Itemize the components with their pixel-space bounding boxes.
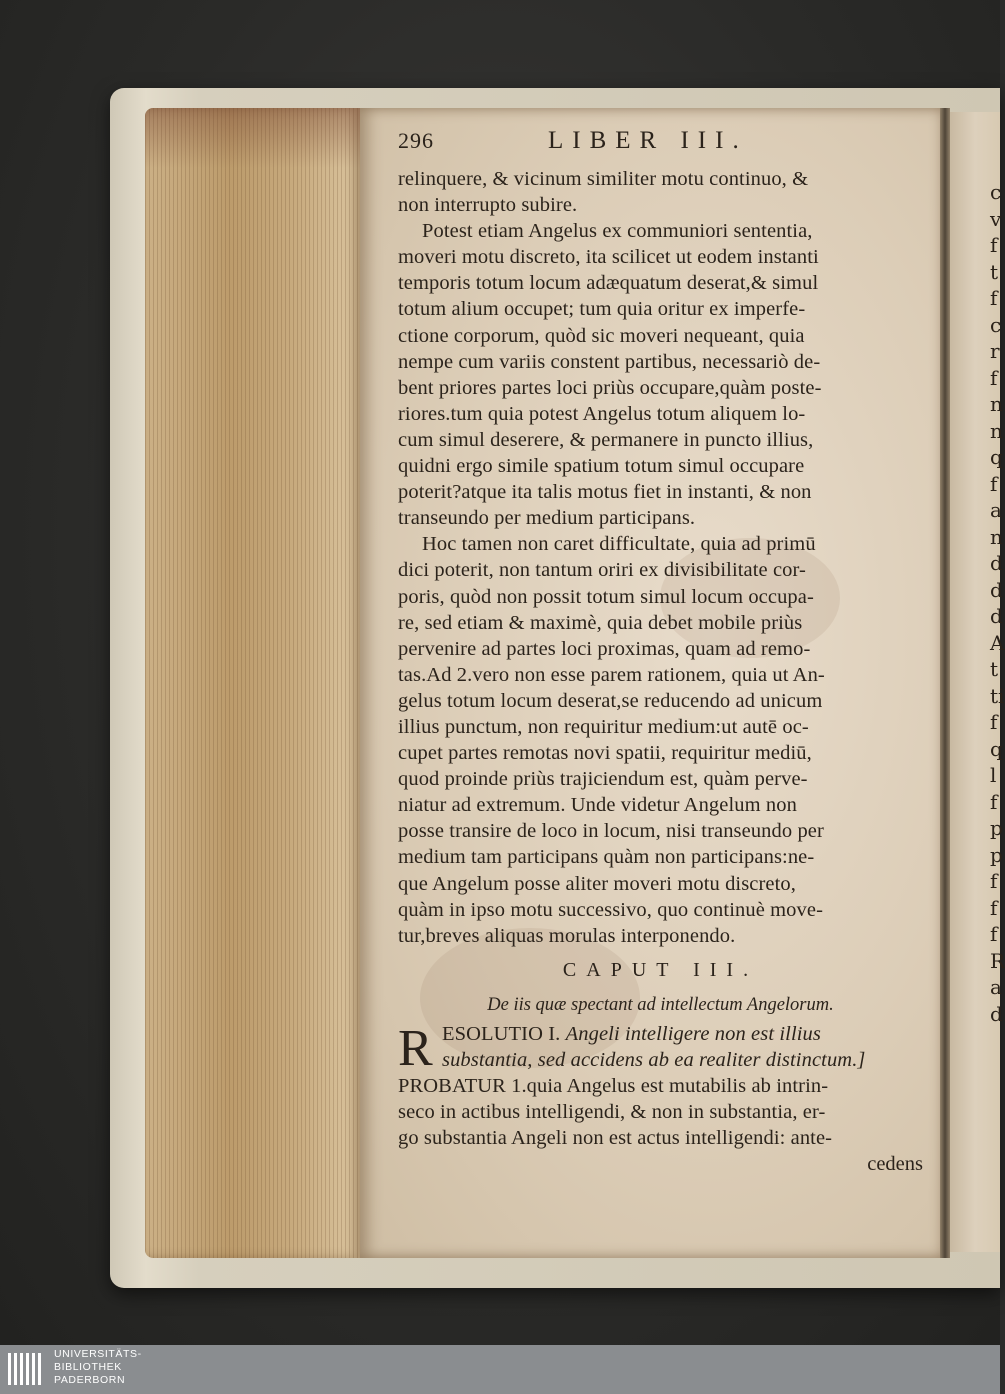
library-name-line-2: BIBLIOTHEK	[54, 1361, 122, 1373]
text-line: quod proinde priùs trajiciendum est, quàm perve-	[398, 768, 808, 791]
text-line: re, sed etiam & maximè, quia debet mobile priùs	[398, 611, 803, 634]
facing-page-letter: f	[990, 922, 998, 946]
text-line: bent priores partes loci priùs occupare,quàm poste-	[398, 376, 822, 399]
catchword: cedens	[867, 1153, 923, 1176]
text-line: cum simul deserere, & permanere in puncto illius,	[398, 428, 814, 451]
paragraph-motu-discreto	[398, 218, 923, 531]
text-line: posse transire de loco in locum, nisi transeundo per	[398, 820, 824, 843]
text-line: poterit?atque ita talis motus fiet in instanti, & non	[398, 481, 812, 504]
facing-page-letter: d	[990, 551, 1003, 575]
drop-cap: R	[398, 1019, 433, 1077]
text-line: cupet partes remotas novi spatii, requiritur mediū,	[398, 742, 812, 765]
text-line: moveri motu discreto, ita scilicet ut eodem instanti	[398, 246, 819, 269]
facing-page-letter: d	[990, 604, 1003, 628]
facing-page-letter: f	[990, 233, 998, 257]
text-line: poris, quòd non possit totum simul locum occupa-	[398, 585, 814, 608]
text-line: relinquere, & vicinum similiter motu continuo, &	[398, 168, 809, 190]
library-name-line-1: UNIVERSITÄTS-	[54, 1348, 142, 1360]
library-logo-icon	[6, 1349, 46, 1389]
text-line: quidni ergo simile spatium totum simul occupare	[398, 455, 805, 478]
facing-page-letter: f	[990, 286, 998, 310]
facing-page-letter: R	[990, 948, 1005, 973]
paragraph-probatur	[398, 1073, 923, 1151]
facing-page-fragment	[950, 112, 1005, 1252]
text-line: gelus totum locum deserat,se reducendo ad unicum	[398, 689, 823, 712]
page-text	[398, 128, 923, 1177]
facing-page-letter: f	[990, 365, 998, 390]
facing-page-letter: n	[990, 392, 1003, 416]
book-gutter	[940, 108, 950, 1258]
resolutio-paragraph	[398, 1019, 923, 1077]
facing-page-letter: a	[990, 498, 1002, 522]
text-line: que Angelum posse aliter moveri motu discreto,	[398, 872, 797, 895]
resolutio-text-1: Angeli intelligere non est illius	[565, 1022, 821, 1045]
facing-page-letter: f	[990, 895, 998, 920]
facing-page-letter: d	[990, 577, 1003, 602]
paragraph-difficultas	[398, 531, 923, 949]
text-line: go substantia Angeli non est actus intelligendi: ante-	[398, 1127, 833, 1150]
facing-page-letter: t	[990, 657, 999, 681]
chapter-title: CAPUT III.	[562, 958, 759, 981]
facing-page-letter: n	[990, 418, 1003, 443]
facing-page-letter: n	[990, 524, 1003, 549]
text-line: Potest etiam Angelus ex communiori sententia,	[422, 220, 813, 243]
running-title: LIBER III.	[548, 127, 748, 154]
text-line: totum alium occupet; tum quia oritur ex imperfe-	[398, 298, 806, 321]
page-number: 296	[398, 128, 434, 153]
facing-page-letter: p	[990, 816, 1003, 840]
text-line: temporis totum locum adæquatum deserat,& simul	[398, 272, 819, 295]
facing-page-letter: t	[990, 259, 999, 284]
facing-page-letter: f	[990, 710, 998, 734]
resolutio-heading: ESOLUTIO I.	[442, 1022, 561, 1045]
facing-page-letter: f	[990, 869, 998, 893]
text-line: medium tam participans quàm non participans:ne-	[398, 846, 815, 869]
text-line: riores.tum quia potest Angelus totum aliquem lo-	[398, 402, 806, 425]
page-edges-stain	[145, 108, 360, 168]
facing-page-letter: q	[990, 445, 1003, 469]
resolutio-text-2: substantia, sed accidens ab ea realiter distinctum.]	[442, 1048, 866, 1071]
facing-page-letter: v	[990, 206, 1002, 231]
text-line: tur,breves aliquas morulas interponendo.	[398, 924, 736, 947]
facing-page-letter: p	[990, 842, 1003, 867]
facing-page-letter: l	[990, 763, 997, 787]
page-edges	[145, 108, 360, 1258]
running-head	[398, 128, 923, 166]
facing-page-letter: A	[990, 630, 1005, 655]
library-name	[54, 1348, 142, 1387]
text-line: niatur ad extremum. Unde videtur Angelum non	[398, 794, 797, 817]
text-line: quàm in ipso motu successivo, quo continuè move-	[398, 898, 823, 921]
facing-page-letter: f	[990, 789, 998, 814]
text-line: transeundo per medium participans.	[398, 507, 696, 530]
library-footer	[0, 1345, 1000, 1394]
facing-page-letter: f	[990, 471, 998, 496]
text-line: seco in actibus intelligendi, & non in substantia, er-	[398, 1101, 826, 1124]
text-line: non interrupto subire.	[398, 194, 578, 217]
facing-page-letter: q	[990, 736, 1003, 761]
text-line: tas.Ad 2.vero non esse parem rationem, quia ut An-	[398, 663, 825, 686]
facing-page-letter: r	[990, 339, 1000, 363]
chapter-subtitle: De iis quæ spectant ad intellectum Angelorum.	[487, 994, 834, 1015]
facing-page-letter: ti	[990, 683, 1005, 708]
text-line: nempe cum variis constent partibus, necessariò de-	[398, 350, 821, 373]
facing-page-letter: d	[990, 1001, 1003, 1026]
text-line: illius punctum, non requiritur medium:ut autē oc-	[398, 715, 809, 738]
paragraph-continuation	[398, 166, 923, 218]
text-line: Hoc tamen non caret difficultate, quia ad primū	[422, 533, 816, 556]
text-line: pervenire ad partes loci proximas, quam ad remo-	[398, 637, 811, 660]
text-line: ctione corporum, quòd sic moveri nequeant, quia	[398, 324, 805, 347]
library-name-line-3: PADERBORN	[54, 1374, 126, 1386]
text-line: PROBATUR 1.quia Angelus est mutabilis ab intrin-	[398, 1075, 829, 1097]
text-line: dici poterit, non tantum oriri ex divisibilitate cor-	[398, 559, 806, 582]
facing-page-letter: a	[990, 975, 1002, 999]
facing-page-letter: c	[990, 312, 1002, 337]
facing-page-letter: c	[990, 180, 1002, 204]
